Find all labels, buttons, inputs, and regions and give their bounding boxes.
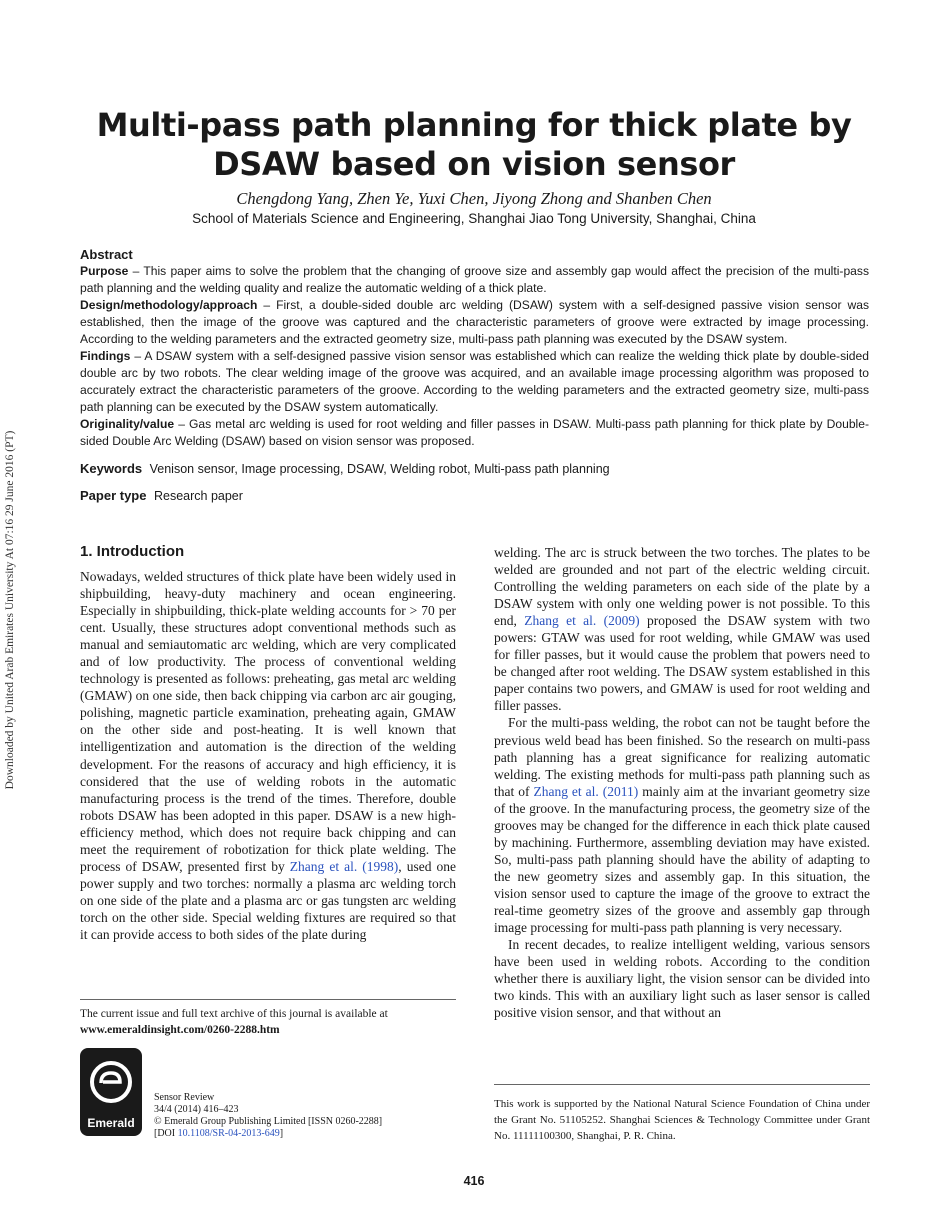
keywords-label: Keywords	[80, 461, 143, 476]
funding-note: This work is supported by the National Natural Science Foundation of China under the Grant No. 51105252. Shanghai Sciences & Technology Committee under Grant No. 11111100300, Shanghai, P. R. China.	[494, 1098, 870, 1142]
journal-volume: 34/4 (2014) 416–423	[154, 1104, 239, 1115]
originality-label: Originality/value	[80, 417, 175, 431]
right-text-b: proposed the DSAW system with two powers: GTAW was used for root welding, while GMAW was used for filler passes, but it would cause the problem that powers need to be changed after root welding. The DSAW system established in this paper contains two powers, and GMAW is used for root welding and filler passes.	[494, 613, 870, 714]
abstract-purpose	[80, 263, 869, 297]
keywords-text: Venison sensor, Image processing, DSAW, Welding robot, Multi-pass path planning	[149, 462, 610, 476]
footnote-divider-right	[494, 1084, 870, 1085]
paper-title	[60, 106, 888, 184]
citation-zhang-2011[interactable]: Zhang et al. (2011)	[533, 783, 639, 799]
left-column	[80, 568, 456, 943]
abstract-heading: Abstract	[80, 247, 133, 262]
right-paragraph-3: In recent decades, to realize intelligent welding, various sensors have been used in welding robots. According to the condition whether there is auxiliary light, the vision sensor can be divided into two kinds. This with an auxiliary light such as laser sensor is called positive vision sensor, and that without an	[494, 937, 870, 1021]
right-text-c: For the multi-pass welding, the robot can not be taught before the previous weld bead has been finished. So the research on multi-pass path planning has a great significance for realizing automatic welding. The existing methods for multi-pass path planning such as that of	[494, 715, 870, 799]
authors: Chengdong Yang, Zhen Ye, Yuxi Chen, Jiyong Zhong and Shanben Chen	[236, 189, 712, 208]
left-paragraph-1	[80, 568, 456, 943]
title-line-1: Multi-pass path planning for thick plate by	[96, 106, 852, 144]
right-text-a: welding. The arc is struck between the two torches. The plates to be welded are grounded and not part of the electric welding circuit. Controlling the welding parameters on each side of the plate by a DSAW system with only one welding power is not possible. To this end,	[494, 545, 870, 629]
archive-url[interactable]: www.emeraldinsight.com/0260-2288.htm	[80, 1024, 280, 1036]
title-line-2: DSAW based on vision sensor	[213, 145, 735, 183]
journal-name: Sensor Review	[154, 1092, 215, 1103]
page-number: 416	[463, 1174, 485, 1188]
paper-type-label: Paper type	[80, 488, 147, 503]
right-paragraph-2	[494, 714, 870, 936]
paper-type-text: Research paper	[153, 489, 243, 503]
originality-text: – Gas metal arc welding is used for root welding and filler passes in DSAW. Multi-pass path planning for thick plate by Double-sided Double Arc Welding (DSAW) based on vision sensor was proposed.	[80, 417, 869, 448]
archive-note	[80, 1006, 456, 1038]
right-paragraph-1	[494, 544, 870, 714]
purpose-label: Purpose	[80, 264, 129, 278]
doi-suffix: ]	[279, 1128, 284, 1139]
findings-text: – A DSAW system with a self-designed passive vision sensor was established which can realize the welding thick plate by double-sided double arc by two robots. The clear welding image of the groove was acquired, and an available image processing algorithm was proposed to accurately extract the characteristic parameters of the groove. According to the welding parameters and the extracted geometry size, multi-pass path planning can be executed by the DSAW system automatically.	[80, 349, 869, 414]
abstract-design	[80, 297, 869, 348]
paper-type	[80, 488, 869, 503]
keywords	[80, 461, 869, 476]
archive-note-text: The current issue and full text archive of this journal is available at	[80, 1008, 388, 1020]
citation-zhang-1998[interactable]: Zhang et al. (1998)	[289, 858, 399, 874]
section-heading-introduction: 1. Introduction	[80, 543, 185, 560]
emerald-logo-text: Emerald	[87, 1116, 135, 1130]
left-text-a: Nowadays, welded structures of thick plate have been widely used in shipbuilding, heavy-duty machinery and ocean engineering. Especially in shipbuilding, thick-plate welding accounts for > 70 per cent. Usually, these structures adopt conventional methods such as manual and semiautomatic arc welding, which are very complicated and of low productivity. The process of conventional welding technology is presented as follows: preheating, gas metal arc welding (GMAW) on one side, then back chipping via carbon arc air gouging, polishing, magnetic particle examination, preheating again, GMAW on the other side and post-heating. It is well known that intelligentization and automation is the direction of the welding development. For the reasons of accuracy and high efficiency, it is considered that the use of welding robots in the automatic manufacturing process is the trend of the times. Therefore, double robots DSAW has been adopted in this paper. DSAW is a new high-efficiency method, which does not require back chipping and can meet the requirement of robotization for thick plate welding. The process of DSAW, presented first by	[80, 569, 456, 874]
abstract-findings	[80, 348, 869, 416]
journal-info	[154, 1092, 454, 1140]
affiliation: School of Materials Science and Engineering, Shanghai Jiao Tong University, Shanghai, China	[192, 211, 756, 226]
journal-publisher: © Emerald Group Publishing Limited [ISSN 0260-2288]	[154, 1116, 383, 1127]
emerald-logo	[80, 1048, 142, 1136]
abstract	[80, 246, 869, 450]
doi-link[interactable]: 10.1108/SR-04-2013-649	[177, 1128, 280, 1139]
download-watermark-text: Downloaded by United Arab Emirates University At 07:16 29 June 2016 (PT)	[4, 430, 16, 790]
right-column	[494, 544, 870, 1021]
design-text: – First, a double-sided double arc welding (DSAW) system with a self-designed passive vision sensor was established, then the image of the groove was captured and the characteristic parameters of groove were extracted by image processing. According to the welding parameters and the extracted geometry size, multi-pass path planning was executed by the DSAW system.	[80, 298, 869, 346]
footnote-divider-left	[80, 999, 456, 1000]
doi-prefix: [DOI	[154, 1128, 178, 1139]
emerald-logo-icon	[87, 1056, 135, 1108]
design-label: Design/methodology/approach	[80, 298, 258, 312]
abstract-originality	[80, 416, 869, 450]
download-watermark	[0, 410, 20, 810]
purpose-text: – This paper aims to solve the problem that the changing of groove size and assembly gap would affect the precision of the multi-pass path planning and the welding quality and realize the automatic welding of a thick plate.	[80, 264, 869, 295]
citation-zhang-2009[interactable]: Zhang et al. (2009)	[524, 613, 640, 629]
right-text-d: mainly aim at the invariant geometry size of the groove. In the manufacturing process, the geometry size of the grooves may be changed for the difference in each thick plate caused by machining. Furthermore, assembling deviation may have existed. So, multi-pass path planning should have the ability of adapting to the new geometry sizes and assembly gap. In this situation, the vision sensor used to capture the image of the groove to extract the real-time geometry sizes of the groove and assembly gap through image processing for multi-pass path planning is very necessary.	[494, 783, 870, 936]
left-text-b: , used one power supply and two torches: normally a plasma arc welding torch on one side of the plate and a plasma arc or gas tungsten arc welding torch on the other side. Special welding fixtures are required so that it can provide access to both sides of the plate during	[80, 858, 456, 942]
findings-label: Findings	[80, 349, 131, 363]
journal-doi	[154, 1128, 454, 1140]
